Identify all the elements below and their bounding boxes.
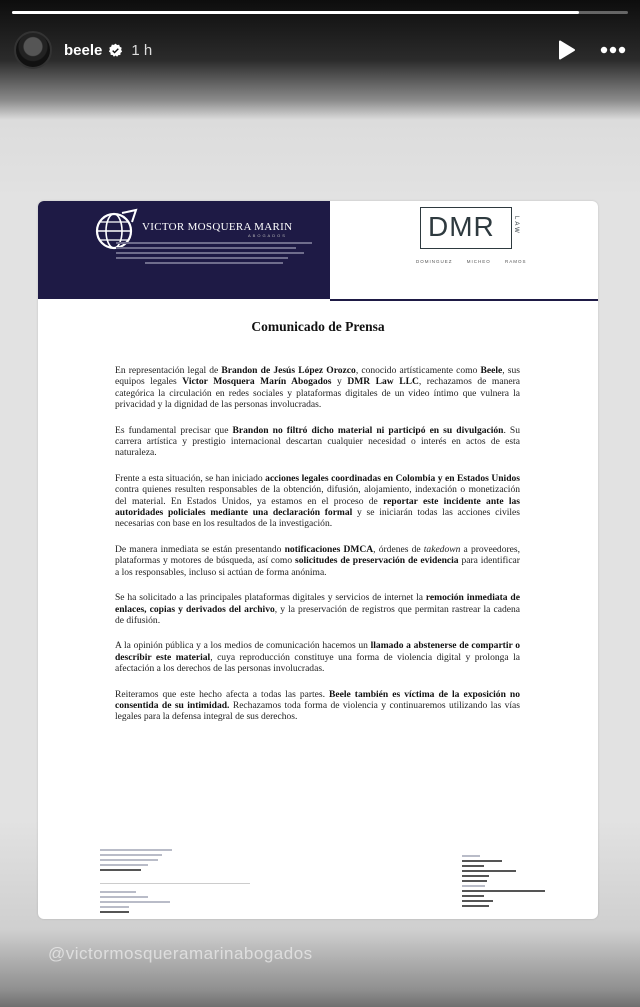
- paragraph-text: De manera inmediata se están presentando: [115, 543, 285, 555]
- story-progress-bar: [12, 11, 628, 14]
- paragraph-text: contra quienes resulten responsables de la obtención, difusión, alojamiento, indexación o monetización del material. En Estados Unidos, ya estamos en el proceso de: [115, 484, 520, 507]
- paragraph-text: En representación legal de: [115, 365, 222, 376]
- firm-subtitle: ABOGADOS: [248, 233, 287, 238]
- paragraph-text: Rechazamos toda forma de violencia y continuaremos utilizando las vías legales para la defensa integral de sus derechos.: [115, 699, 520, 723]
- story-progress-fill: [12, 11, 579, 14]
- document-paragraph: [115, 640, 520, 674]
- play-icon[interactable]: [558, 40, 576, 60]
- story-mention-link[interactable]: @victormosqueramarinabogados: [48, 944, 313, 963]
- document-paragraph: [115, 365, 520, 411]
- document-paragraph: [115, 473, 520, 530]
- bold-text: Beele también es víctima de la exposición no consentida de su intimidad.: [115, 688, 520, 711]
- bold-text: remoción inmediata de enlaces, copias y derivados del archivo: [115, 592, 520, 615]
- bold-text: Victor Mosquera Marín Abogados: [182, 376, 332, 388]
- paragraph-text: Reiteramos que este hecho afecta a todas las partes.: [115, 688, 330, 700]
- paragraph-text: , sus equipos legales: [115, 365, 521, 388]
- verified-badge-icon: [108, 43, 123, 58]
- firm-registry-text: [116, 239, 312, 279]
- paragraph-text: , rechazamos de manera categórica la circulación en redes sociales y plataformas digitales de un video íntimo que vulnera la privacidad y la dignidad de las personas involucradas.: [115, 376, 520, 411]
- dmr-partners: DOMINGUEZ MICHEO RAMOS: [416, 259, 527, 264]
- bold-text: DMR Law LLC: [347, 376, 419, 388]
- paragraph-text: A la opinión pública y a los medios de comunicación hacemos un: [115, 640, 371, 652]
- paragraph-text: Frente a esta situación, se han iniciado: [115, 472, 266, 484]
- dmr-header: [330, 201, 598, 301]
- paragraph-text: , y la preservación de registros que permitan rastrear la cadena de difusión.: [115, 603, 520, 626]
- dmr-logo: DMR: [428, 211, 495, 242]
- bold-text: Beele: [480, 365, 503, 376]
- footer-contact-bogota: [100, 891, 220, 916]
- paragraph-text: Es fundamental precisar que: [115, 424, 233, 436]
- footer-divider: [100, 883, 250, 884]
- bold-text: notificaciones DMCA: [284, 543, 374, 555]
- paragraph-text: y: [331, 376, 348, 388]
- bold-text: llamado a abstenerse de compartir o describir este material: [115, 640, 521, 663]
- more-horizontal-icon[interactable]: [600, 46, 626, 54]
- paragraph-text: , órdenes de: [373, 543, 424, 555]
- bold-text: acciones legales coordinadas en Colombia y en Estados Unidos: [265, 472, 520, 484]
- story-header: [14, 30, 626, 70]
- paragraph-text: para identificar a los responsables, incluso si actúan de forma anónima.: [115, 555, 520, 578]
- paragraph-text: . Su carrera artística y prestigio internacional descartan cualquier necesidad o interés en actos de esta naturaleza.: [115, 424, 521, 459]
- bold-text: solicitudes de preservación de evidencia: [295, 555, 459, 567]
- document-paragraph: [115, 689, 520, 723]
- bold-text: Brandon no filtró dicho material ni participó en su divulgación: [232, 424, 504, 436]
- paragraph-text: , cuya reproducción constituye una forma de violencia digital y prolonga la afectación a los derechos de las personas involucradas.: [115, 651, 520, 675]
- document-body: [115, 365, 520, 737]
- document-paragraph: [115, 425, 520, 459]
- document-title: Comunicado de Prensa: [251, 319, 385, 334]
- paragraph-text: Se ha solicitado a las principales plataformas digitales y servicios de internet la: [115, 592, 426, 604]
- bold-text: reportar este incidente ante las autoridades policiales mediante una declaración formal: [115, 495, 520, 519]
- press-release-document: [38, 201, 598, 919]
- time-ago: 1 h: [131, 41, 153, 59]
- dmr-law-label: LAW: [513, 216, 519, 235]
- paragraph-text: y se iniciarán todas las acciones civiles necesarias con base en los resultados de la investigación.: [115, 507, 521, 530]
- footer-contact-colombia: [100, 849, 220, 874]
- paragraph-text: a proveedores, plataformas y motores de búsqueda, así como: [115, 543, 520, 567]
- paragraph-text: , conocido artísticamente como: [355, 365, 481, 376]
- italic-text: takedown: [423, 543, 461, 555]
- footer-contact-usa: [462, 855, 552, 910]
- document-paragraph: [115, 544, 520, 578]
- document-paragraph: [115, 592, 520, 626]
- username[interactable]: beele: [64, 41, 103, 59]
- firm-header: [38, 201, 330, 299]
- avatar[interactable]: [14, 31, 52, 69]
- bold-text: Brandon de Jesús López Orozco: [221, 365, 356, 376]
- firm-name: VICTOR MOSQUERA MARIN: [142, 221, 293, 233]
